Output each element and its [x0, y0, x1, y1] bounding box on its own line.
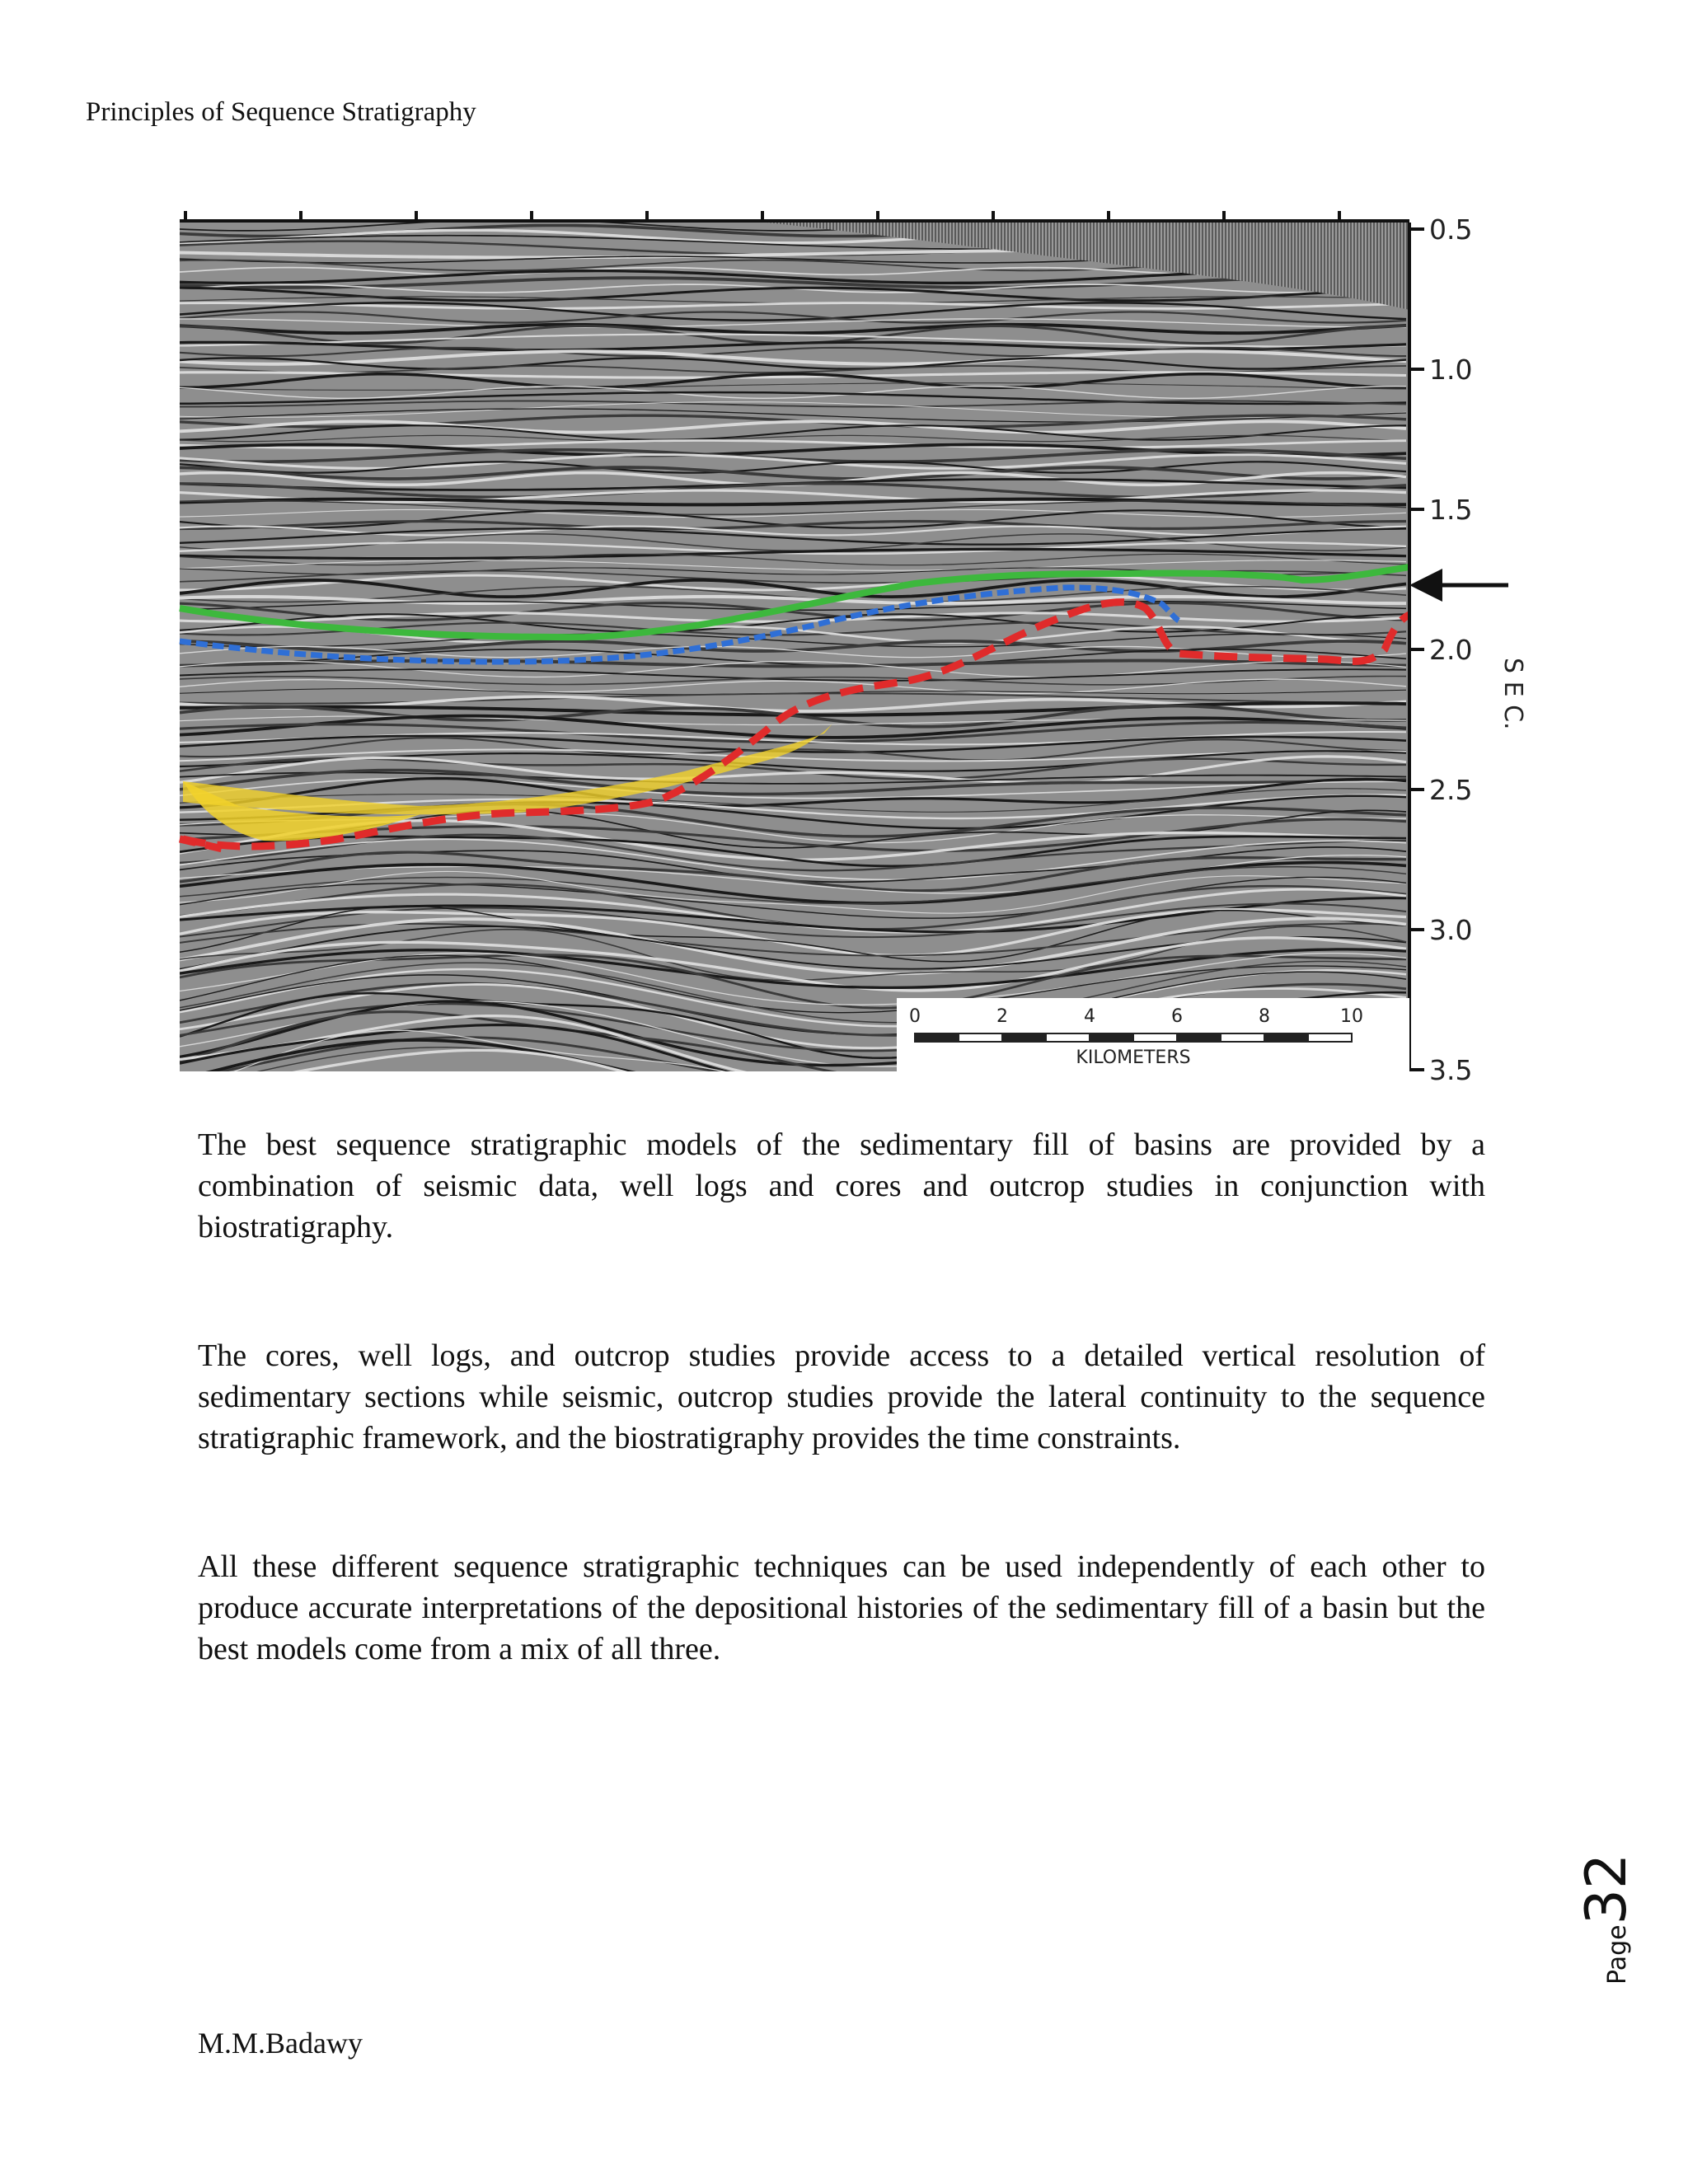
scale-tick-label: 8	[1259, 1006, 1270, 1027]
time-tick-label: 1.5	[1429, 494, 1473, 526]
time-tick-label: 3.5	[1429, 1054, 1473, 1086]
scale-tick-label: 2	[996, 1006, 1008, 1027]
page-number	[1574, 1853, 1639, 1994]
horizon-arrow-icon	[1409, 569, 1508, 602]
seismic-section-image	[173, 180, 1533, 1086]
running-header: Principles of Sequence Stratigraphy	[86, 97, 476, 127]
scale-tick-label: 10	[1340, 1006, 1363, 1027]
page-word: Page	[1603, 1924, 1632, 1985]
time-tick-label: 3.0	[1429, 914, 1473, 946]
top-ruler	[180, 211, 1409, 221]
time-tick-label: 1.0	[1429, 354, 1473, 386]
page-number-value: 32	[1574, 1853, 1639, 1925]
time-axis	[1409, 213, 1527, 1086]
scale-bar-unit: KILOMETERS	[1076, 1047, 1191, 1068]
scale-tick-label: 6	[1171, 1006, 1183, 1027]
scale-tick-label: 4	[1084, 1006, 1095, 1027]
time-tick-label: 0.5	[1429, 213, 1473, 246]
time-tick-label: 2.0	[1429, 634, 1473, 666]
paragraph: The cores, well logs, and outcrop studies provide access to a detailed vertical resolution of sedimentary sections while seismic, outcrop studies provide the lateral continuity to the sequence stratigraphic framework, and the biostratigraphy provides the time constraints.	[198, 1338, 1485, 1455]
footer-author: M.M.Badawy	[198, 2027, 363, 2060]
seismic-section-figure	[173, 180, 1533, 1086]
scale-bar-segments	[915, 1033, 1352, 1042]
paragraph: All these different sequence stratigraphic techniques can be used independently of each other to produce accurate interpretations of the depositional histories of the sedimentary fill of a basin but the best models come from a mix of all three.	[198, 1549, 1485, 1666]
time-axis-unit-label: S E C.	[1498, 658, 1527, 730]
paragraph: The best sequence stratigraphic models of the sedimentary fill of basins are provided by a combination of seismic data, well logs and cores and outcrop studies in conjunction with biostratigraphy.	[198, 1127, 1485, 1244]
time-tick-label: 2.5	[1429, 774, 1473, 806]
scale-bar	[897, 998, 1409, 1074]
scale-tick-label: 0	[909, 1006, 921, 1027]
